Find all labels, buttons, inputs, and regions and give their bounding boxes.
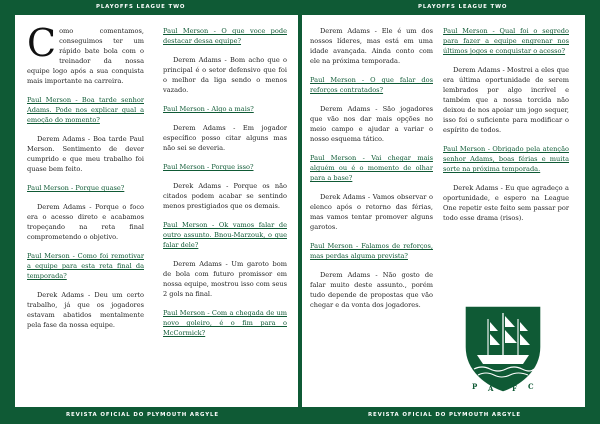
- answer: Derek Adams - Vamos observar o elenco após o retorno das férias, mas vamos tentar promover alguns garotos.: [310, 193, 433, 231]
- question: Paul Merson - Falamos de reforços, mas perdas alguma prevista?: [310, 242, 433, 260]
- answer: Derem Adams - Um garoto bom de bola com futuro promissor em nossa equipe, mostrou isso com seus 2 gols na final.: [163, 260, 287, 298]
- footer-left-text: REVISTA OFICIAL DO PLYMOUTH ARGYLE: [66, 412, 219, 418]
- answer: Derem Adams - Porque o foco era o acesso direto e acabamos tropeçando na reta final comprometendo o objetivo.: [27, 203, 144, 241]
- footer-right-text: REVISTA OFICIAL DO PLYMOUTH ARGYLE: [368, 412, 521, 418]
- left-page: [15, 15, 298, 407]
- answer: Derem Adams - Ele é um dos nossos líderes, mas está em uma idade avançada. Ainda conto com ele na próxima temporada.: [310, 27, 433, 65]
- crest-letter: C: [528, 382, 534, 391]
- crest-letter: A: [488, 384, 494, 393]
- right-page-column-1: [310, 26, 433, 319]
- answer: Derek Adams - Porque os não citados podem acabar se sentindo menos prestigiados que os demais.: [163, 182, 287, 210]
- answer: Derem Adams - Bom acho que o principal é o setor defensivo que foi o melhor da liga sendo o menos vazado.: [163, 56, 287, 94]
- question: Paul Merson - Como foi remotivar a equipe para esta reta final da temporada?: [27, 252, 144, 280]
- answer: Derem Adams - Em jogador específico posso citar alguns mas não sei se deveria.: [163, 124, 287, 152]
- question: Paul Merson - Algo a mais?: [163, 105, 254, 113]
- left-page-column-1: [27, 21, 144, 339]
- question: Paul Merson - Boa tarde senhor Adams. Pode nos explicar qual a emoção do momento?: [27, 96, 144, 124]
- answer: Derem Adams - São jogadores que vão nos dar mais opções no meio campo e ajudar a variar o nosso esquema tático.: [310, 105, 433, 143]
- footer-bar: [0, 408, 600, 422]
- answer: Derem Adams - Não gosto de falar muito deste assunto., porém tudo depende de propostas que vão chegar e da vonta dos jogadores.: [310, 271, 433, 309]
- answer: Derem Adams - Mostrei a eles que era última oportunidade de serem lembrados por algo incrível e também que a nossa torcida não deixou de nos apoiar um jogo sequer, isso foi o suficiente para modificar o espírito de todos.: [443, 66, 569, 134]
- header-left-title: PLAYOFFS LEAGUE TWO: [96, 4, 186, 10]
- question: Paul Merson - Obrigado pela atenção senhor Adams, boas férias e muita sorte na próxima temporada.: [443, 145, 569, 173]
- club-crest-icon: [462, 303, 544, 395]
- question: Paul Merson - Ok vamos falar de outro assunto. Bnou-Marzouk, o que falar dele?: [163, 221, 287, 249]
- header-right-title: PLAYOFFS LEAGUE TWO: [418, 4, 508, 10]
- question: Paul Merson - O que voce pode destacar dessa equipe?: [163, 27, 287, 45]
- question: Paul Merson - Com a chegada de um novo goleiro, é o fim para o McCormick?: [163, 309, 287, 337]
- header-bar: [0, 0, 600, 14]
- answer: Derem Adams - Boa tarde Paul Merson. Sentimento de dever cumprido e que meu trabalho foi quase bem feito.: [27, 135, 144, 173]
- crest-letter: P: [472, 382, 478, 391]
- left-page-column-2: [163, 26, 287, 347]
- question: Paul Merson - Porque isso?: [163, 163, 254, 171]
- right-page: [302, 15, 585, 407]
- article-intro: [27, 21, 144, 86]
- question: Paul Merson - O que falar dos reforços contratados?: [310, 76, 433, 94]
- question: Paul Merson - Vai chegar mais alguém ou é o momento de olhar para a base?: [310, 154, 433, 182]
- drop-cap: C: [27, 21, 57, 65]
- crest-letter: F: [512, 384, 517, 393]
- question: Paul Merson - Porque quase?: [27, 184, 125, 192]
- question: Paul Merson - Qual foi o segredo para fazer a equipe engrenar nos últimos jogos e conquistar o acesso?: [443, 27, 569, 55]
- answer: Derek Adams - Deu um certo trabalho, já que os jogadores estavam abatidos mentalmente pela fase da nossa equipe.: [27, 291, 144, 329]
- intro-text: omo comentamos, conseguimos ter um rápido bate bola com o treinador da nossa equipe logo após a sua conquista mais importante na carreira.: [27, 27, 144, 85]
- right-page-column-2: [443, 26, 569, 232]
- answer: Derek Adams - Eu que agradeço a oportunidade, e espero na League One repetir este feito sem passar por todo esse drama (risos).: [443, 184, 569, 222]
